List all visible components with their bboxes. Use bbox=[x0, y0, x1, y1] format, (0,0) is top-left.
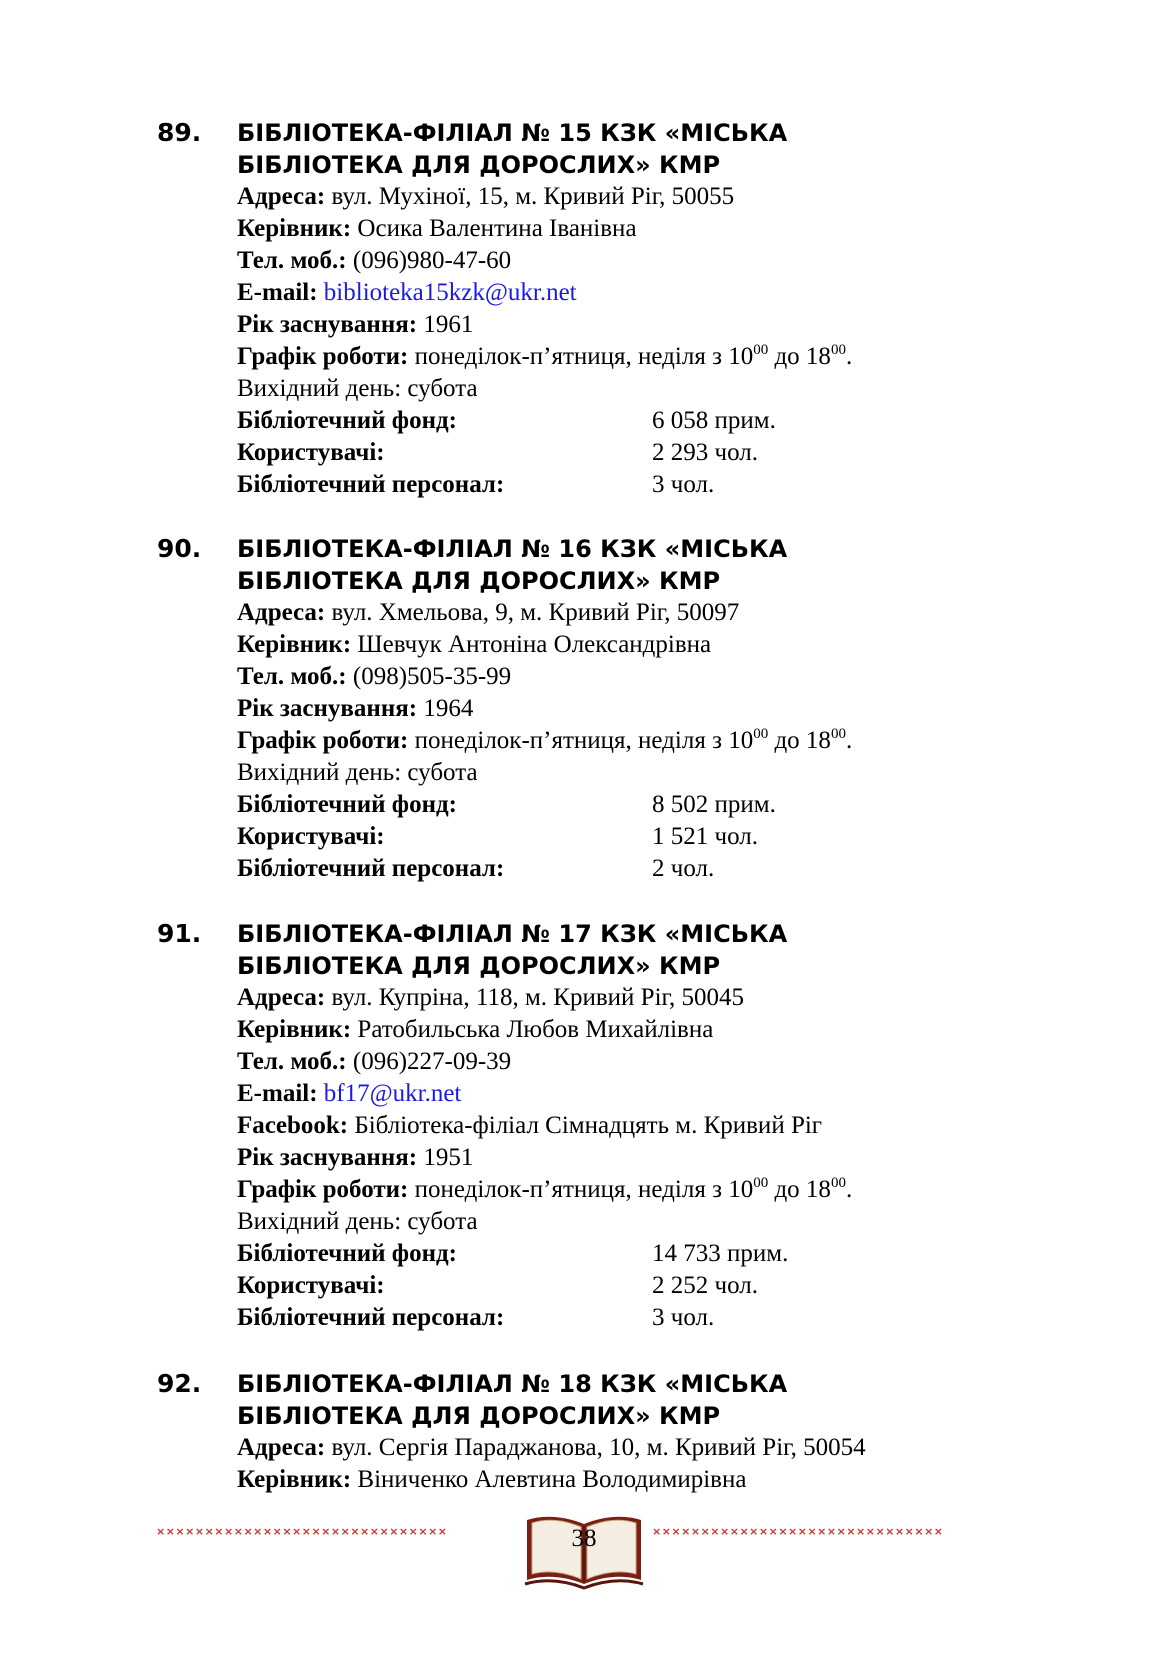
schedule-text: . bbox=[845, 343, 853, 370]
entry-title-line: БІБЛІОТЕКА ДЛЯ ДОРОСЛИХ» КМР bbox=[237, 567, 721, 595]
schedule-text: понеділок-п’ятниця, неділя з 10 bbox=[408, 1176, 754, 1203]
founded-value: 1964 bbox=[417, 695, 474, 722]
entry-title bbox=[237, 117, 1117, 181]
day-off-line: Вихідний день: субота bbox=[237, 1208, 478, 1235]
schedule-label: Графік роботи: bbox=[237, 343, 409, 370]
day-off-line: Вихідний день: субота bbox=[237, 759, 478, 786]
head-line bbox=[237, 1464, 1137, 1496]
head-label: Керівник: bbox=[237, 1466, 352, 1493]
users-line bbox=[237, 1270, 1137, 1302]
fund-line bbox=[237, 405, 1137, 437]
users-line bbox=[237, 821, 1137, 853]
head-label: Керівник: bbox=[237, 215, 352, 242]
staff-value: 3 чол. bbox=[652, 471, 715, 498]
phone-label: Тел. моб.: bbox=[237, 247, 347, 274]
schedule-text: до 18 bbox=[768, 343, 831, 370]
entry-details bbox=[237, 181, 1137, 501]
address-line bbox=[237, 597, 1137, 629]
staff-value: 2 чол. bbox=[652, 855, 715, 882]
entry-title bbox=[237, 918, 1117, 982]
entry-number: 89. bbox=[157, 118, 202, 147]
head-value: Віниченко Алевтина Володимирівна bbox=[351, 1466, 747, 1493]
entry-number: 90. bbox=[157, 534, 202, 563]
head-line bbox=[237, 629, 1137, 661]
staff-label: Бібліотечний персонал: bbox=[237, 471, 505, 498]
address-label: Адреса: bbox=[237, 599, 326, 626]
founded-value: 1961 bbox=[417, 311, 474, 338]
schedule-sup: 00 bbox=[830, 726, 846, 742]
address-line bbox=[237, 181, 1137, 213]
schedule-sup: 00 bbox=[753, 342, 769, 358]
address-value: вул. Мухіної, 15, м. Кривий Ріг, 50055 bbox=[325, 183, 735, 210]
entry-number: 91. bbox=[157, 919, 202, 948]
email-label: E-mail: bbox=[237, 279, 318, 306]
phone-value: (096)227-09-39 bbox=[346, 1048, 512, 1075]
users-label: Користувачі: bbox=[237, 823, 385, 850]
phone-value: (096)980-47-60 bbox=[346, 247, 512, 274]
schedule-text: понеділок-п’ятниця, неділя з 10 bbox=[408, 343, 754, 370]
entry-title bbox=[237, 1368, 1117, 1432]
phone-value: (098)505-35-99 bbox=[346, 663, 512, 690]
fund-value: 6 058 прим. bbox=[652, 407, 776, 434]
staff-value: 3 чол. bbox=[652, 1304, 715, 1331]
schedule-sup: 00 bbox=[830, 1175, 846, 1191]
entry-details bbox=[237, 597, 1137, 885]
schedule-line bbox=[237, 1174, 1137, 1206]
schedule-text: понеділок-п’ятниця, неділя з 10 bbox=[408, 727, 754, 754]
head-value: Ратобильська Любов Михайлівна bbox=[351, 1016, 714, 1043]
schedule-label: Графік роботи: bbox=[237, 727, 409, 754]
head-line bbox=[237, 213, 1137, 245]
email-link[interactable]: biblioteka15kzk@ukr.net bbox=[323, 279, 577, 306]
phone-line bbox=[237, 661, 1137, 693]
schedule-sup: 00 bbox=[753, 1175, 769, 1191]
founded-line bbox=[237, 693, 1137, 725]
schedule-text: . bbox=[845, 1176, 853, 1203]
staff-label: Бібліотечний персонал: bbox=[237, 1304, 505, 1331]
users-label: Користувачі: bbox=[237, 439, 385, 466]
address-label: Адреса: bbox=[237, 1434, 326, 1461]
entry-details bbox=[237, 982, 1137, 1334]
schedule-line bbox=[237, 725, 1137, 757]
users-value: 1 521 чол. bbox=[652, 823, 758, 850]
users-line bbox=[237, 437, 1137, 469]
fund-value: 8 502 прим. bbox=[652, 791, 776, 818]
email-line bbox=[237, 277, 1137, 309]
staff-line bbox=[237, 1302, 1137, 1334]
staff-line bbox=[237, 853, 1137, 885]
entry-details bbox=[237, 1432, 1137, 1496]
ornament-border-right: ×××××××××××××××××××××××××××××× bbox=[652, 1525, 944, 1538]
entry-title-line: БІБЛІОТЕКА-ФІЛІАЛ № 17 КЗК «МІСЬКА bbox=[237, 920, 788, 948]
entry-title bbox=[237, 533, 1117, 597]
phone-label: Тел. моб.: bbox=[237, 663, 347, 690]
head-label: Керівник: bbox=[237, 1016, 352, 1043]
day-off-line: Вихідний день: субота bbox=[237, 375, 478, 402]
page-footer bbox=[0, 1510, 1170, 1590]
entry-title-line: БІБЛІОТЕКА-ФІЛІАЛ № 18 КЗК «МІСЬКА bbox=[237, 1370, 788, 1398]
address-label: Адреса: bbox=[237, 183, 326, 210]
entry-title-line: БІБЛІОТЕКА ДЛЯ ДОРОСЛИХ» КМР bbox=[237, 151, 721, 179]
phone-line bbox=[237, 1046, 1137, 1078]
facebook-label: Facebook: bbox=[237, 1112, 349, 1139]
founded-label: Рік заснування: bbox=[237, 311, 418, 338]
email-link[interactable]: bf17@ukr.net bbox=[323, 1080, 462, 1107]
fund-label: Бібліотечний фонд: bbox=[237, 791, 457, 818]
founded-label: Рік заснування: bbox=[237, 1144, 418, 1171]
address-value: вул. Хмельова, 9, м. Кривий Ріг, 50097 bbox=[325, 599, 740, 626]
fund-label: Бібліотечний фонд: bbox=[237, 1240, 457, 1267]
schedule-text: до 18 bbox=[768, 727, 831, 754]
page-number: 38 bbox=[571, 1525, 597, 1552]
schedule-sup: 00 bbox=[753, 726, 769, 742]
head-line bbox=[237, 1014, 1137, 1046]
address-value: вул. Сергія Параджанова, 10, м. Кривий Ріг, 50054 bbox=[325, 1434, 866, 1461]
users-value: 2 293 чол. bbox=[652, 439, 758, 466]
entry-title-line: БІБЛІОТЕКА-ФІЛІАЛ № 15 КЗК «МІСЬКА bbox=[237, 119, 788, 147]
fund-line bbox=[237, 789, 1137, 821]
staff-line bbox=[237, 469, 1137, 501]
facebook-value: Бібліотека-філіал Сімнадцять м. Кривий Ріг bbox=[348, 1112, 823, 1139]
email-label: E-mail: bbox=[237, 1080, 318, 1107]
founded-line bbox=[237, 309, 1137, 341]
fund-label: Бібліотечний фонд: bbox=[237, 407, 457, 434]
users-label: Користувачі: bbox=[237, 1272, 385, 1299]
founded-line bbox=[237, 1142, 1137, 1174]
head-value: Осика Валентина Іванівна bbox=[351, 215, 637, 242]
fund-value: 14 733 прим. bbox=[652, 1240, 789, 1267]
phone-line bbox=[237, 245, 1137, 277]
entry-title-line: БІБЛІОТЕКА ДЛЯ ДОРОСЛИХ» КМР bbox=[237, 952, 721, 980]
entry-title-line: БІБЛІОТЕКА-ФІЛІАЛ № 16 КЗК «МІСЬКА bbox=[237, 535, 788, 563]
address-line bbox=[237, 1432, 1137, 1464]
users-value: 2 252 чол. bbox=[652, 1272, 758, 1299]
ornament-border-left: ×××××××××××××××××××××××××××××× bbox=[156, 1525, 448, 1538]
head-value: Шевчук Антоніна Олександрівна bbox=[351, 631, 712, 658]
entry-title-line: БІБЛІОТЕКА ДЛЯ ДОРОСЛИХ» КМР bbox=[237, 1402, 721, 1430]
fund-line bbox=[237, 1238, 1137, 1270]
address-line bbox=[237, 982, 1137, 1014]
head-label: Керівник: bbox=[237, 631, 352, 658]
schedule-sup: 00 bbox=[830, 342, 846, 358]
entry-number: 92. bbox=[157, 1369, 202, 1398]
staff-label: Бібліотечний персонал: bbox=[237, 855, 505, 882]
founded-value: 1951 bbox=[417, 1144, 474, 1171]
phone-label: Тел. моб.: bbox=[237, 1048, 347, 1075]
schedule-line bbox=[237, 341, 1137, 373]
address-label: Адреса: bbox=[237, 984, 326, 1011]
schedule-text: . bbox=[845, 727, 853, 754]
schedule-text: до 18 bbox=[768, 1176, 831, 1203]
founded-label: Рік заснування: bbox=[237, 695, 418, 722]
email-line bbox=[237, 1078, 1137, 1110]
address-value: вул. Купріна, 118, м. Кривий Ріг, 50045 bbox=[325, 984, 744, 1011]
schedule-label: Графік роботи: bbox=[237, 1176, 409, 1203]
facebook-line bbox=[237, 1110, 1137, 1142]
